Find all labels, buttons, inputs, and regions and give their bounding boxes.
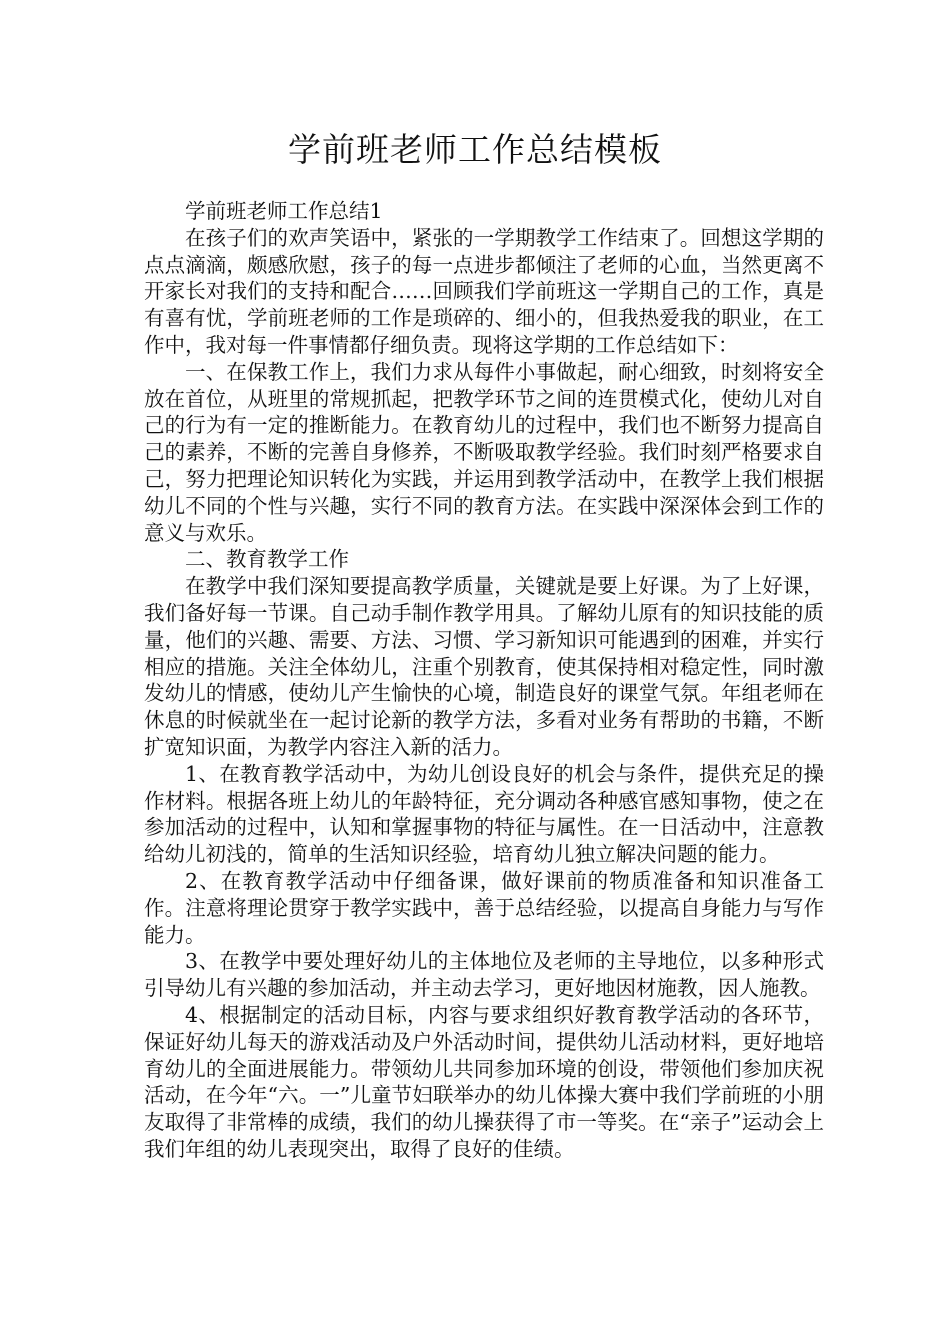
section-heading: 学前班老师工作总结1 bbox=[185, 199, 383, 223]
paragraph-care-work: 一、在保教工作上，我们力求从每件小事做起，耐心细致，时刻将安全放在首位，从班里的常规抓起，把教学环节之间的连贯模式化，使幼儿对自己的行为有一定的推断能力。在教育幼儿的过程中，我们也不断努力提高自己的素养，不断的完善自身修养，不断吸取教学经验。我们时刻严格要求自己，努力把理论知识转化为实践，并运用到教学活动中，在教学上我们根据幼儿不同的个性与兴趣，实行不同的教育方法。在实践中深深体会到工作的意义与欢乐。 bbox=[144, 359, 824, 545]
list-item-2: 2、在教育教学活动中仔细备课，做好课前的物质准备和知识准备工作。注意将理论贯穿于教学实践中，善于总结经验，以提高自身能力与写作能力。 bbox=[144, 868, 824, 947]
document-title: 学前班老师工作总结模板 bbox=[288, 130, 662, 169]
list-item-3: 3、在教学中要处理好幼儿的主体地位及老师的主导地位，以多种形式引导幼儿有兴趣的参加活动，并主动去学习，更好地因材施教，因人施教。 bbox=[144, 949, 824, 1001]
list-item-1: 1、在教育教学活动中，为幼儿创设良好的机会与条件，提供充足的操作材料。根据各班上幼儿的年龄特征，充分调动各种感官感知事物，使之在参加活动的过程中，认知和掌握事物的特征与属性。在一日活动中，注意教给幼儿初浅的，简单的生活知识经验，培育幼儿独立解决问题的能力。 bbox=[144, 761, 824, 867]
subheading-teaching-work: 二、教育教学工作 bbox=[185, 547, 349, 572]
list-item-4: 4、根据制定的活动目标，内容与要求组织好教育教学活动的各环节，保证好幼儿每天的游戏活动及户外活动时间，提供幼儿活动材料，更好地培育幼儿的全面进展能力。带领幼儿共同参加环境的创设，带领他们参加庆祝活动，在今年“六。一”儿童节妇联举办的幼儿体操大赛中我们学前班的小朋友取得了非常棒的成绩，我们的幼儿操获得了市一等奖。在“亲子”运动会上我们年组的幼儿表现突出，取得了良好的佳绩。 bbox=[144, 1002, 824, 1161]
paragraph-teaching: 在教学中我们深知要提高教学质量，关键就是要上好课。为了上好课，我们备好每一节课。自己动手制作教学用具。了解幼儿原有的知识技能的质量，他们的兴趣、需要、方法、习惯、学习新知识可能遇到的困难，并实行相应的措施。关注全体幼儿，注重个别教育，使其保持相对稳定性，同时激发幼儿的情感，使幼儿产生愉快的心境，制造良好的课堂气氛。年组老师在休息的时候就坐在一起讨论新的教学方法，多看对业务有帮助的书籍，不断扩宽知识面，为教学内容注入新的活力。 bbox=[144, 574, 824, 759]
document-body bbox=[144, 198, 824, 1163]
intro-paragraph: 在孩子们的欢声笑语中，紧张的一学期教学工作结束了。回想这学期的点点滴滴，颇感欣慰，孩子的每一点进步都倾注了老师的心血，当然更离不开家长对我们的支持和配合……回顾我们学前班这一学期自己的工作，真是有喜有忧，学前班老师的工作是琐碎的、细小的，但我热爱我的职业，在工作中，我对每一件事情都仔细负责。现将这学期的工作总结如下： bbox=[144, 225, 824, 357]
